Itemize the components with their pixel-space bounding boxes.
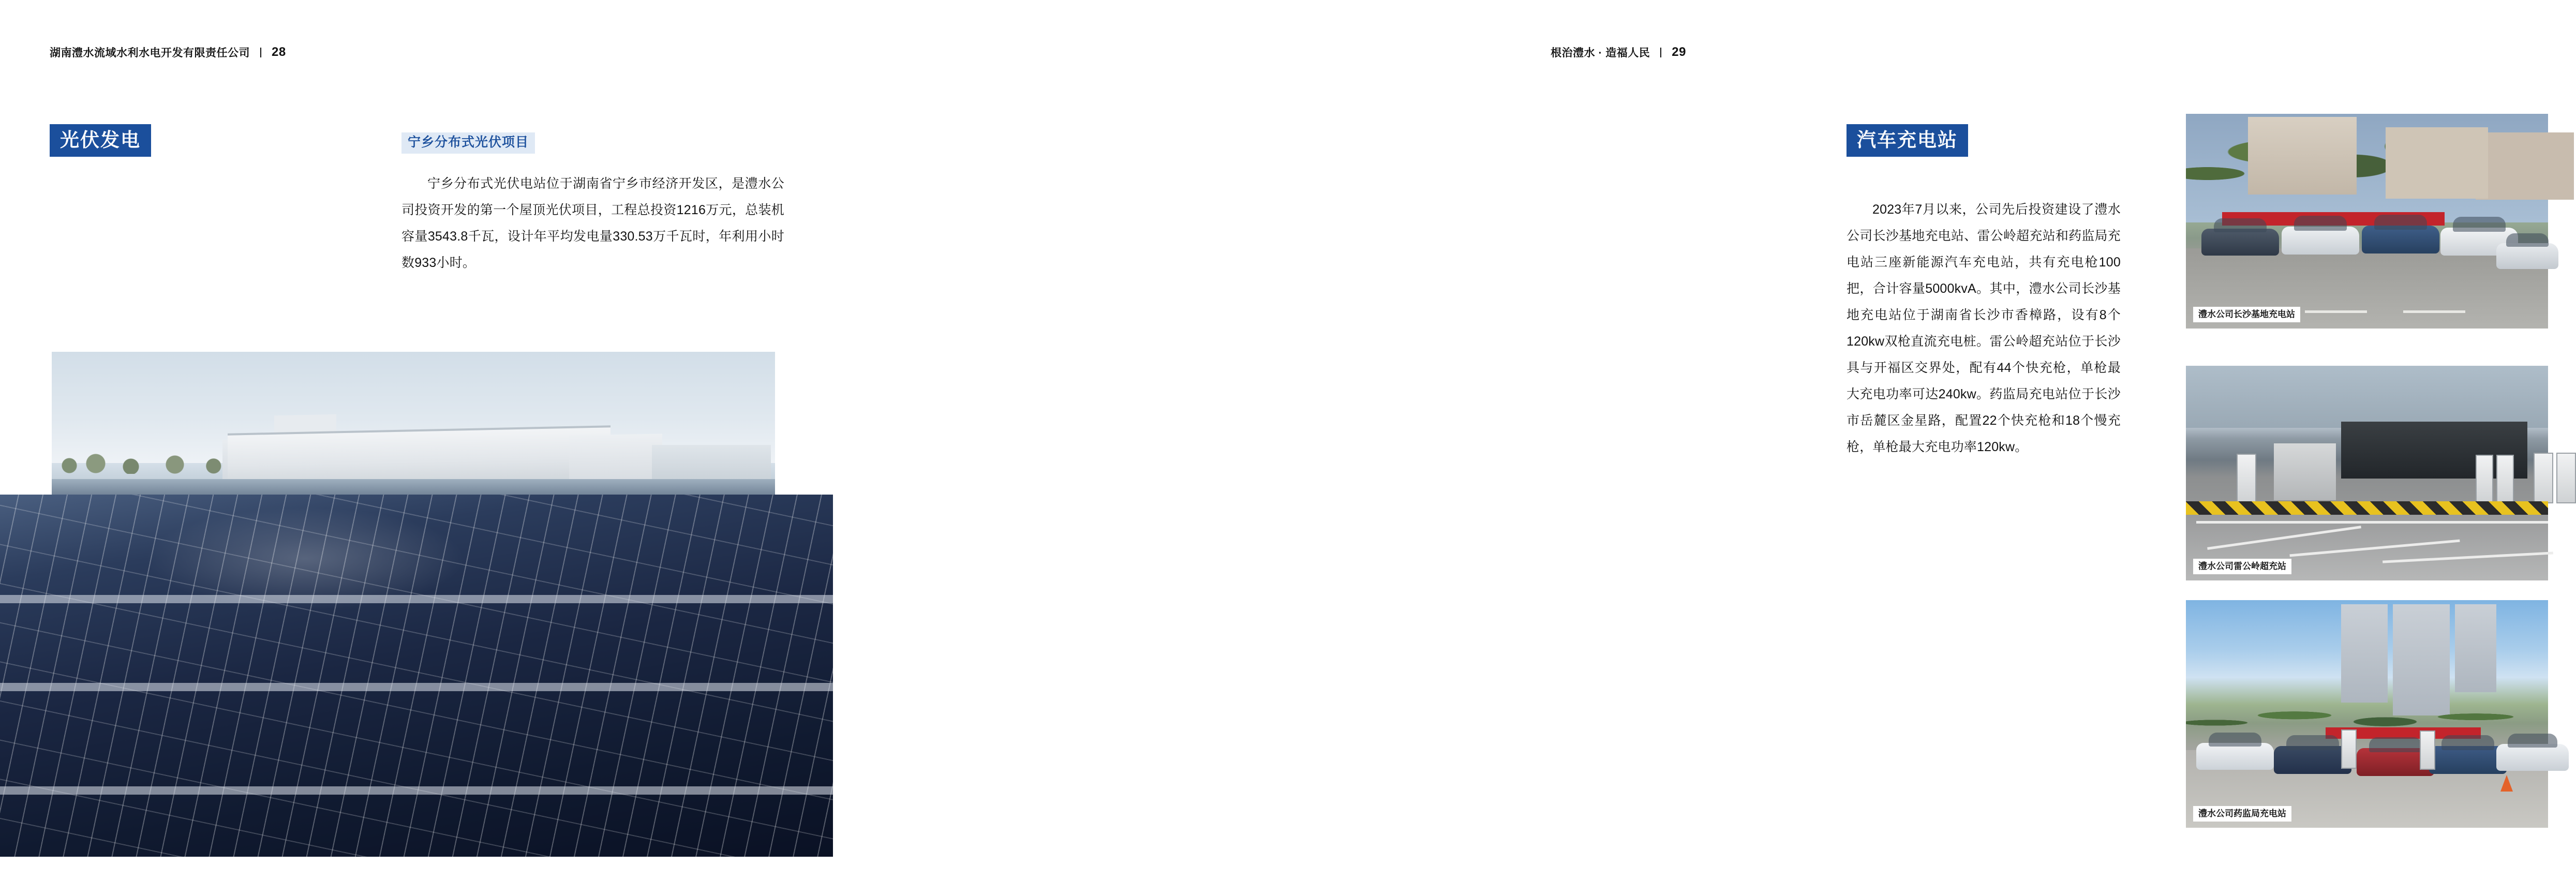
parking-line	[2403, 310, 2465, 313]
parked-car	[2429, 746, 2507, 774]
charging-pile	[2476, 455, 2493, 503]
left-running-head-text: 湖南澧水流域水利水电开发有限责任公司	[50, 47, 250, 59]
high-rise-building	[2341, 604, 2388, 703]
parked-car	[2496, 243, 2558, 269]
parked-car	[2282, 227, 2359, 255]
equipment-cabin	[2274, 443, 2336, 500]
scene-changsha-base	[2186, 114, 2548, 329]
scene-drug-administration-station	[2186, 600, 2548, 828]
parked-car	[2274, 746, 2351, 774]
charging-station-paragraph: 2023年7月以来，公司先后投资建设了澧水公司长沙基地充电站、雷公岭超充站和药监局充电站三座新能源汽车充电站，共有充电枪100把，合计容量5000kvA。其中，澧水公司长沙基地充电站位于湖南省长沙市香樟路，设有8个120kw双枪直流充电桩。雷公岭超充站位于长沙具与开福区交界处，配有44个快充枪，单枪最大充电功率可达240kw。药监局充电站位于长沙市岳麓区金星路，配置22个快充枪和18个慢充枪，单枪最大充电功率120kw。	[1847, 202, 2121, 454]
parking-line	[2196, 521, 2548, 524]
subtitle-ningxiang-project: 宁乡分布式光伏项目	[401, 132, 535, 154]
distant-hills	[2186, 366, 2548, 428]
parked-car	[2496, 744, 2569, 771]
parked-car	[2196, 743, 2274, 770]
running-head-divider	[1660, 48, 1661, 57]
section-title-photovoltaic: 光伏发电	[50, 124, 151, 157]
photo-caption: 澧水公司药监局充电站	[2193, 806, 2291, 822]
photovoltaic-body-text	[401, 171, 784, 276]
photovoltaic-paragraph: 宁乡分布式光伏电站位于湖南省宁乡市经济开发区，是澧水公司投资开发的第一个屋顶光伏项目，工程总投资1216万元，总装机容量3543.8千瓦，设计年平均发电量330.53万千瓦时，年利用小时数933小时。	[401, 176, 784, 270]
panel-row-gap-2	[0, 683, 833, 691]
solar-panel-photo	[52, 352, 775, 838]
charging-station-body-text	[1847, 197, 2121, 460]
right-running-head-text: 根治澧水 · 造福人民	[1551, 47, 1650, 59]
charging-photo-drug-administration	[2186, 600, 2548, 828]
residential-buildings	[2248, 117, 2357, 195]
curb-hazard-stripe	[2186, 501, 2548, 515]
tree-canopy	[2186, 114, 2548, 222]
photo-caption: 澧水公司长沙基地充电站	[2193, 307, 2300, 322]
charging-pile	[2534, 453, 2553, 503]
charging-pile	[2420, 730, 2435, 770]
charging-photo-changsha-base	[2186, 114, 2548, 329]
right-page-number: 29	[1672, 45, 1686, 59]
treeline	[52, 453, 228, 474]
left-running-head	[50, 44, 286, 60]
charging-photo-leigongling	[2186, 366, 2548, 580]
running-head-divider	[260, 48, 261, 57]
right-page	[868, 0, 2295, 880]
parking-line	[2305, 310, 2367, 313]
section-title-charging-station: 汽车充电站	[1847, 124, 1968, 157]
sun-glare	[145, 507, 466, 610]
parked-car	[2201, 229, 2279, 256]
traffic-cone	[2500, 775, 2513, 792]
parked-car	[2362, 226, 2439, 253]
building-far	[652, 445, 771, 484]
panel-row-gap-3	[0, 786, 833, 795]
high-rise-building	[2455, 604, 2496, 692]
charging-pile	[2556, 453, 2576, 503]
charging-pile	[2341, 729, 2357, 769]
photo-caption: 澧水公司雷公岭超充站	[2193, 559, 2291, 574]
left-page-number: 28	[272, 45, 286, 59]
left-page	[0, 0, 868, 880]
charging-pile	[2237, 454, 2256, 503]
scene-leigongling-super-station	[2186, 366, 2548, 580]
charging-pile	[2496, 455, 2514, 503]
right-running-head	[1551, 44, 1686, 60]
